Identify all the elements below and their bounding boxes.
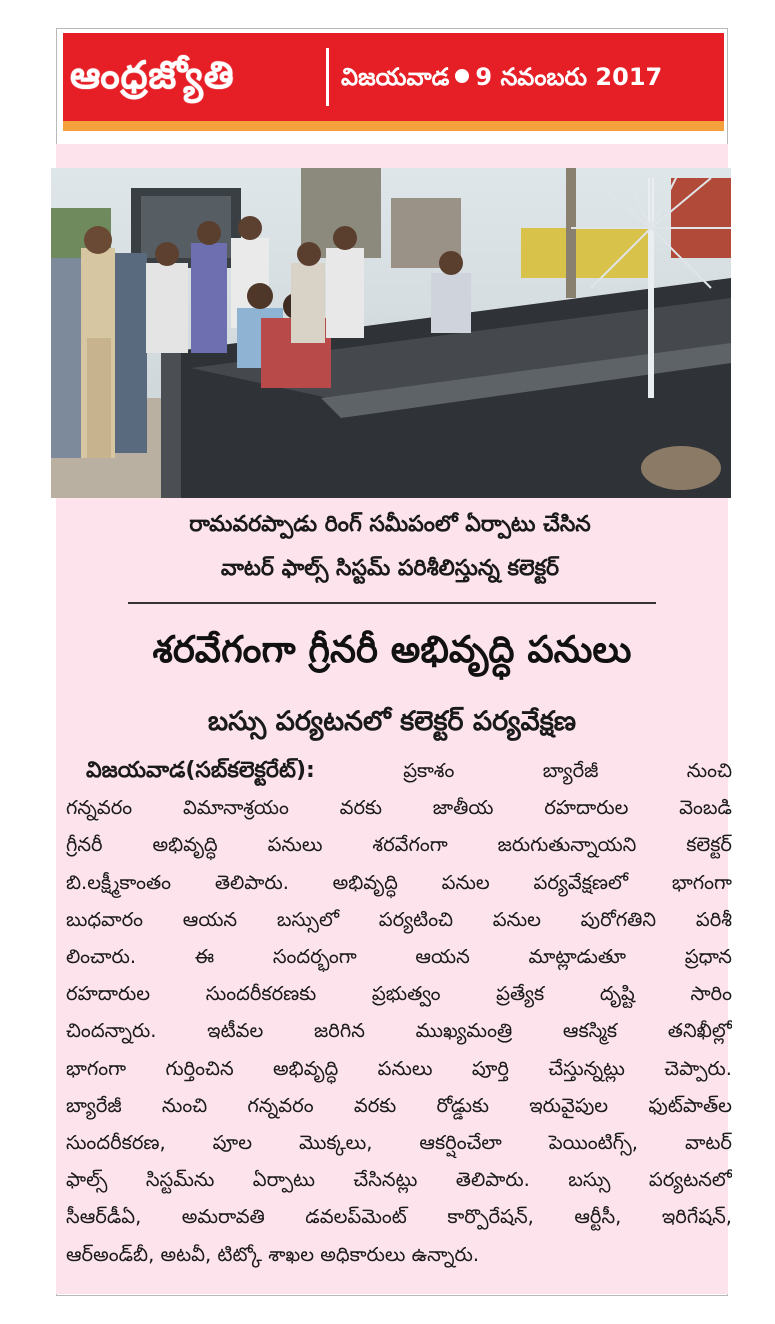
article-line: సీఆర్‌డీఏ, అమరావతి డవలప్‌మెంట్ కార్పొరేషన్, ఆర్టీసీ, ఇరిగేషన్, [66,1205,732,1229]
article-headline: శరవేగంగా గ్రీనరీ అభివృద్ధి పనులు [152,628,632,671]
edition-dateline [341,52,662,102]
caption-divider [128,602,656,604]
photo-caption-line-1: రామవరప్పాడు రింగ్ సమీపంలో ఏర్పాటు చేసిన [189,512,591,537]
edition-city: విజయవాడ [341,63,450,91]
article-line: బుధవారం ఆయన బస్సులో పర్యటించి పనుల పురోగతిని పరిశీ [66,907,732,931]
separator-dot-icon [455,69,469,83]
article-line: చిందన్నారు. ఇటీవల జరిగిన ముఖ్యమంత్రి ఆకస్మిక తనిఖీల్లో [66,1019,732,1043]
article-line: గన్నవరం విమానాశ్రయం వరకు జాతీయ రహదారుల వెంబడి [66,796,732,820]
photo-caption-line-2: వాటర్ ఫాల్స్ సిస్టమ్ పరిశీలిస్తున్న కలెక్టర్ [220,556,560,581]
article-line: గ్రీనరీ అభివృద్ధి పనులు శరవేగంగా జరుగుతున్నాయని కలెక్టర్ [66,833,732,857]
article-line: రహదారుల సుందరీకరణకు ప్రభుత్వం ప్రత్యేక దృష్టి సారిం [66,982,732,1006]
masthead-orange-strip [63,121,724,131]
news-photo [51,168,731,498]
article-line: లించారు. ఈ సందర్భంగా ఆయన మాట్లాడుతూ ప్రధాన [66,945,732,969]
article-line: బి.లక్ష్మీకాంతం తెలిపారు. అభివృద్ధి పనుల పర్యవేక్షణలో భాగంగా [66,870,732,894]
article-line: సుందరీకరణ, పూల మొక్కలు, ఆకర్షించేలా పెయింటిగ్స్, వాటర్ [66,1131,732,1155]
article-subheadline: బస్సు పర్యటనలో కలెక్టర్ పర్యవేక్షణ [207,706,577,737]
article-line: భాగంగా గుర్తించిన అభివృద్ధి పనులు పూర్తి చేస్తున్నట్లు చెప్పారు. [66,1056,732,1080]
article-line: ఫాల్స్ సిస్టమ్‌ను ఏర్పాటు చేసినట్లు తెలిపారు. బస్సు పర్యటనలో [66,1168,732,1192]
article-line: బ్యారేజీ నుంచి గన్నవరం వరకు రోడ్డుకు ఇరువైపుల ఫుట్‌పాత్‌ల [66,1093,732,1117]
article-line: ఆర్‌అండ్‌బీ, అటవీ, టిట్కో శాఖల అధికారులు ఉన్నారు. [66,1242,480,1266]
article-dateline: విజయవాడ(సబ్‌కలెక్టరేట్): [86,758,315,783]
masthead-divider [326,48,329,106]
article-line: ప్రకాశం బ్యారేజీ నుంచి [403,759,732,782]
article-first-line [86,752,732,789]
newspaper-logo: ఆంధ్రజ్యోతి [70,53,235,97]
edition-date: 9 నవంబరు 2017 [475,63,663,91]
article-body [66,752,732,1273]
photo-image [51,168,731,498]
